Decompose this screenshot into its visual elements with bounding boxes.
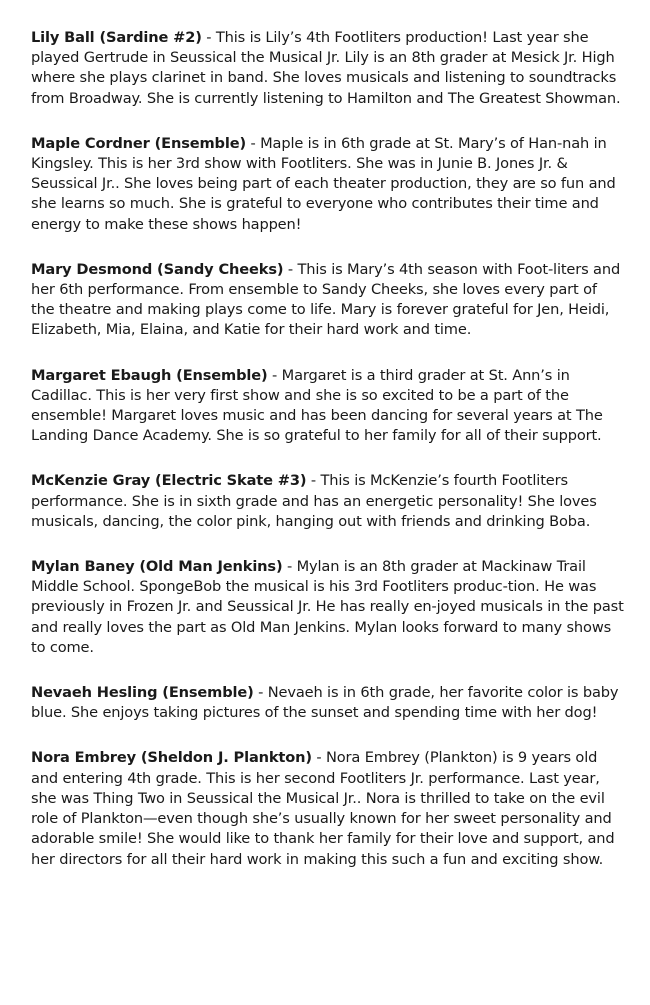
bio-text: This is Mary’s 4th season with Foot-liters and her 6th performance. From ensemble to Sandy Cheeks, she loves every part of the theatre and making plays come to life. Mary is forever grateful for Jen, Heidi, Elizabeth, Mia, Elaina, and Katie for their hard work and time. xyxy=(31,260,621,339)
bio-separator: - xyxy=(253,684,268,702)
bio-name: Mary Desmond (Sandy Cheeks) xyxy=(31,260,284,278)
bio-separator: - xyxy=(283,260,298,278)
bio-name: Nora Embrey (Sheldon J. Plankton) xyxy=(31,749,312,767)
bio-text: Margaret is a third grader at St. Ann’s in Cadillac. This is her very first show and she is so excited to be a part of the ensemble! Margaret loves music and has been dancing for several years at The Landing Dance Academy. She is so grateful to her family for all of their support. xyxy=(31,366,603,445)
bio-text: Nevaeh is in 6th grade, her favorite color is baby blue. She enjoys taking pictures of the sunset and spending time with her dog! xyxy=(31,684,619,722)
bio-entry-mylan-baney xyxy=(31,557,624,658)
bio-text: This is Lily’s 4th Footliters production! Last year she played Gertrude in Seussical the Musical Jr. Lily is an 8th grader at Mesick Jr. High where she plays clarinet in band. She loves musicals and listening to soundtracks from Broadway. She is currently listening to Hamilton and The Greatest Showman. xyxy=(31,29,621,107)
bio-separator: - xyxy=(267,366,282,384)
bio-name: Maple Cordner (Ensemble) xyxy=(31,134,246,152)
bio-separator: - xyxy=(282,558,297,576)
bio-separator: - xyxy=(306,472,321,490)
bio-name: Mylan Baney (Old Man Jenkins) xyxy=(31,558,283,576)
bio-entry-margaret-ebaugh xyxy=(31,366,624,447)
bio-name: Margaret Ebaugh (Ensemble) xyxy=(31,366,268,384)
bio-separator: - xyxy=(245,134,261,152)
bio-entry-mary-desmond xyxy=(31,260,624,341)
bio-name: Nevaeh Hesling (Ensemble) xyxy=(31,684,254,702)
bio-entry-mckenzie-gray xyxy=(31,471,624,532)
bio-text: Mylan is an 8th grader at Mackinaw Trail Middle School. SpongeBob the musical is his 3rd Footliters produc-tion. He was previously in Frozen Jr. and Seussical Jr. He has really en-joyed musicals in the past and really loves the part as Old Man Jenkins. Mylan looks forward to many shows to come. xyxy=(31,558,624,656)
bio-separator: - xyxy=(311,749,327,767)
bio-name: McKenzie Gray (Electric Skate #3) xyxy=(31,472,307,490)
bio-entry-lily-ball xyxy=(31,28,624,109)
bio-entry-nevaeh-hesling xyxy=(31,683,624,723)
bio-separator: - xyxy=(201,29,216,46)
bio-entry-nora-embrey xyxy=(31,748,624,869)
bio-name: Lily Ball (Sardine #2) xyxy=(31,29,202,46)
bio-entry-maple-cordner xyxy=(31,134,624,235)
bio-text: Maple is in 6th grade at St. Mary’s of Han-nah in Kingsley. This is her 3rd show with Footliters. She was in Junie B. Jones Jr. & Seussical Jr.. She loves being part of each theater production, they are so fun and she learns so much. She is grateful to everyone who contributes their time and energy to make these shows happen! xyxy=(31,134,616,233)
bio-text: Nora Embrey (Plankton) is 9 years old and entering 4th grade. This is her second Footliters Jr. performance. Last year, she was Thing Two in Seussical the Musical Jr.. Nora is thrilled to take on the evil role of Plankton—even though she’s usually known for her sweet personality and adorable smile! She would like to thank her family for their love and support, and her directors for all their hard work in making this such a fun and exciting show. xyxy=(31,749,615,868)
bio-text: This is McKenzie’s fourth Footliters performance. She is in sixth grade and has an energetic personality! She loves musicals, dancing, the color pink, hanging out with friends and drinking Boba. xyxy=(31,472,597,530)
